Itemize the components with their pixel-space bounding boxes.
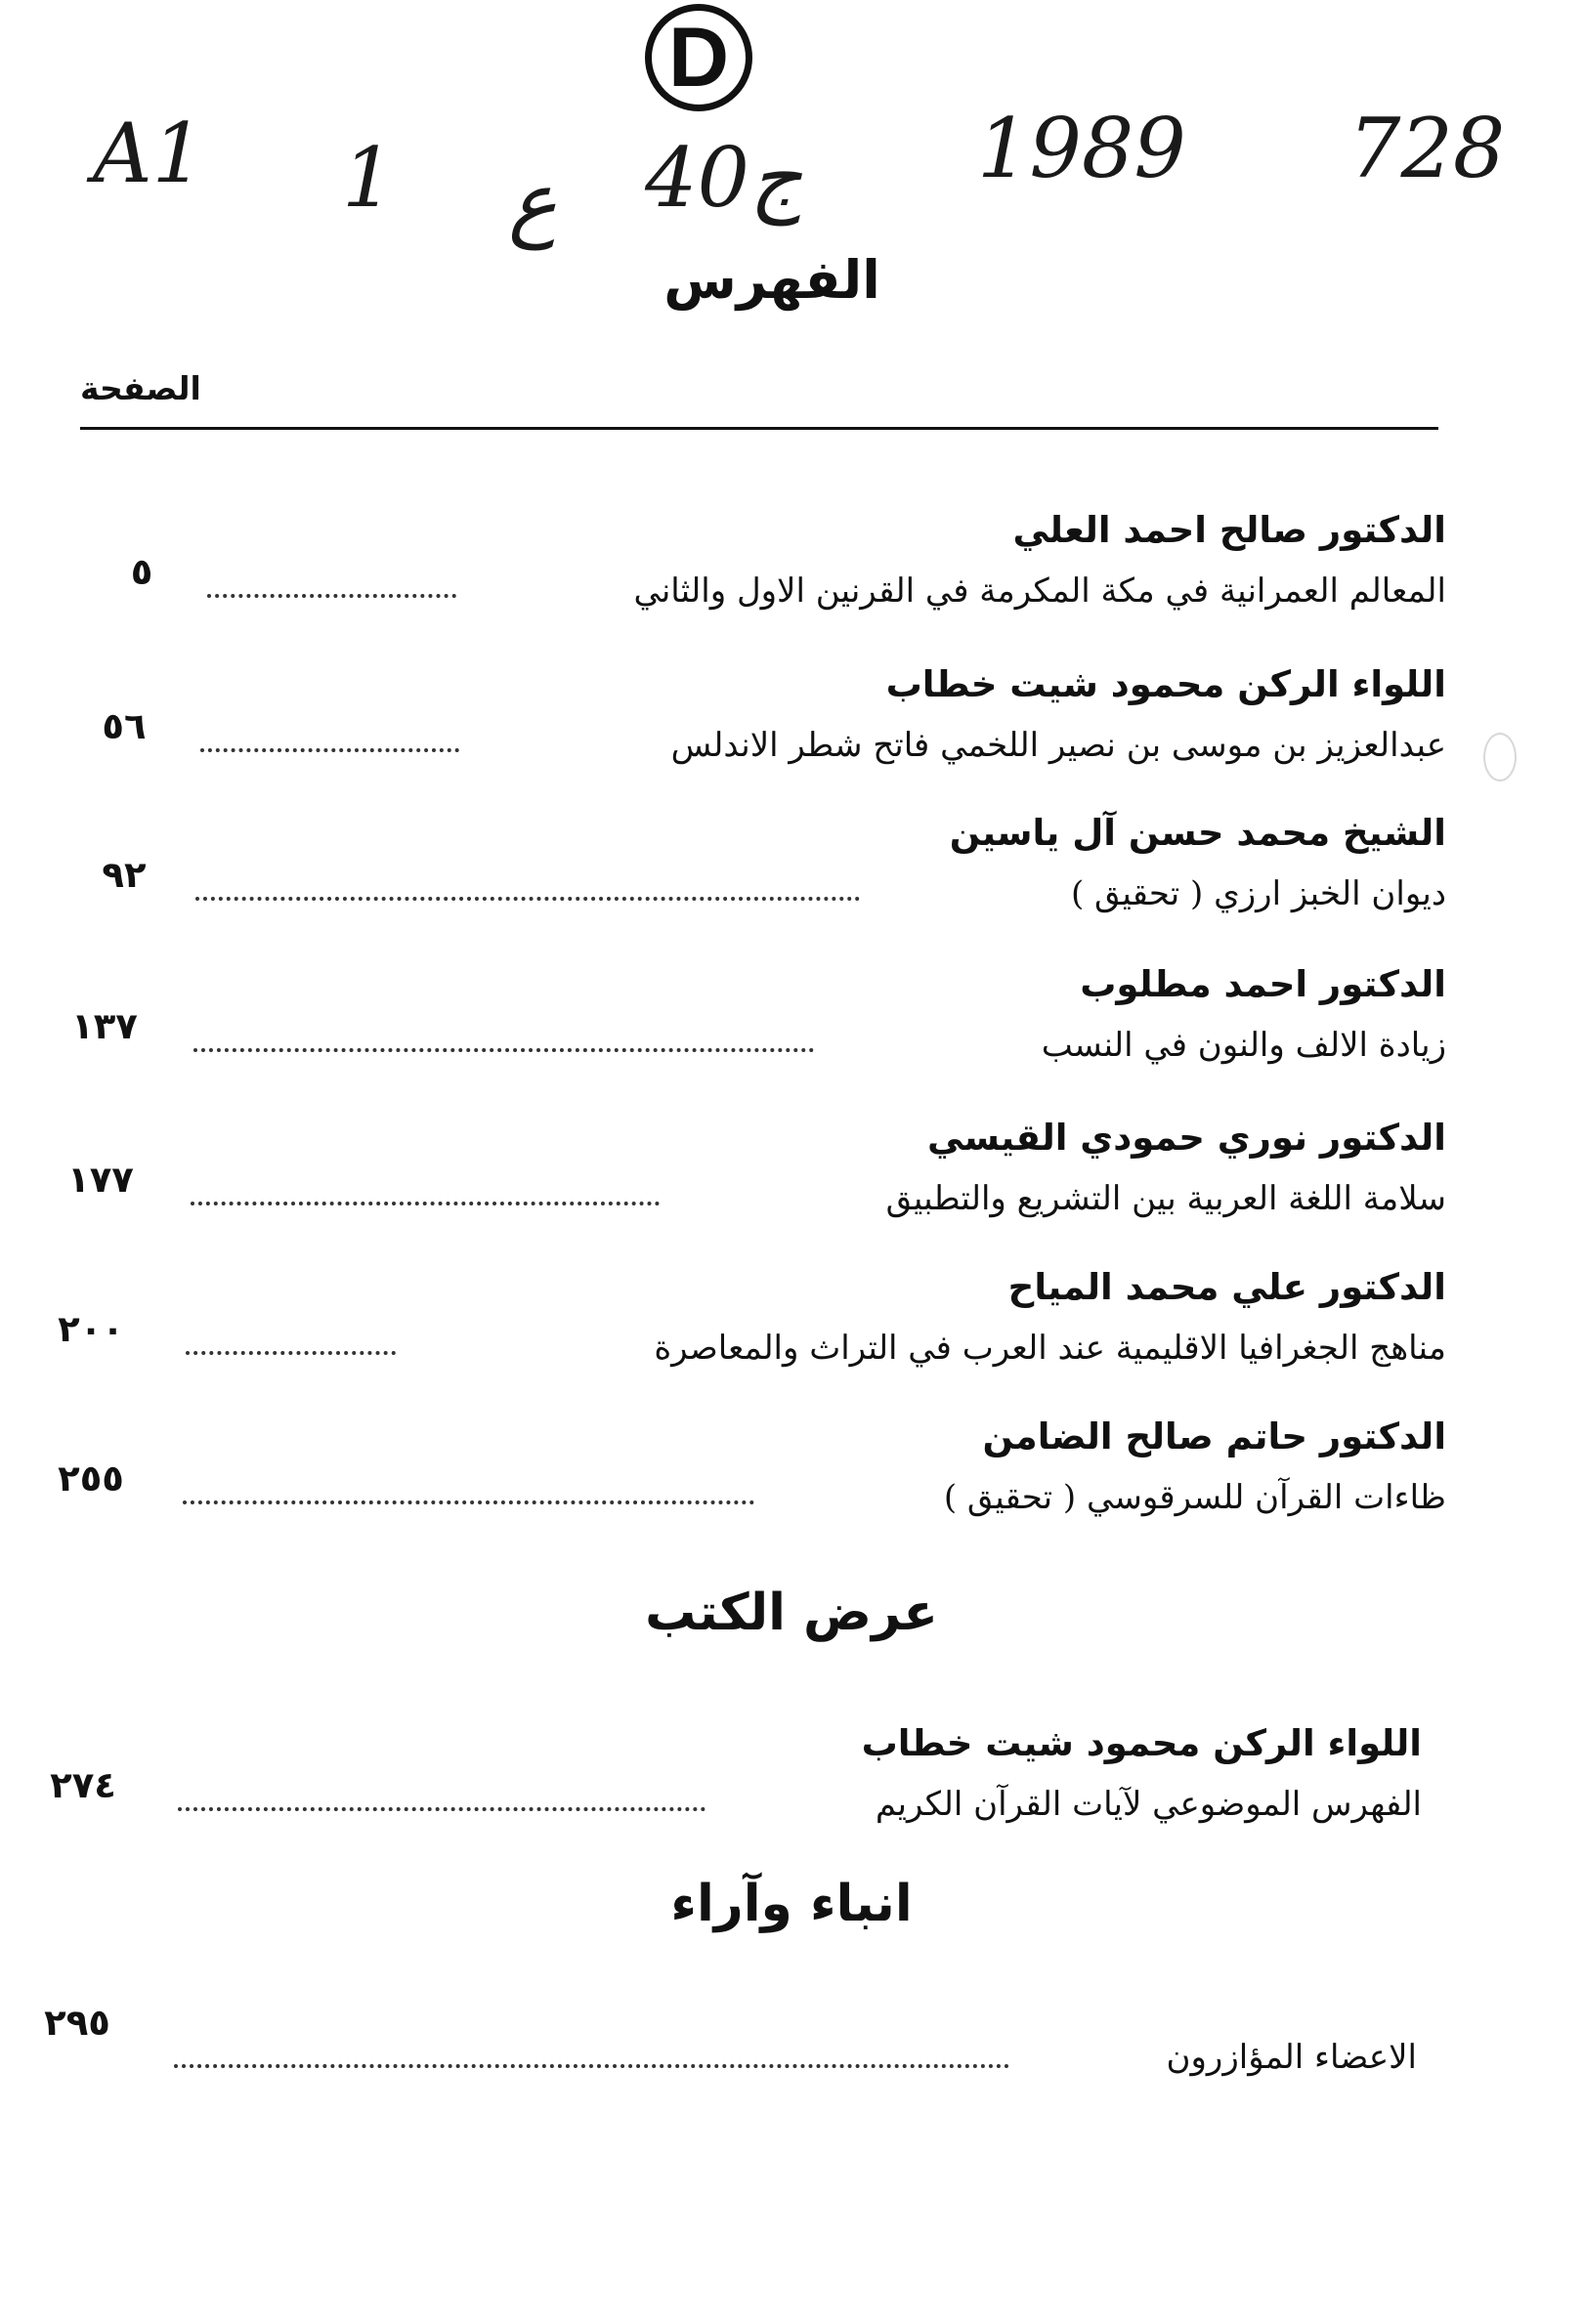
call-number-part: 1	[342, 130, 395, 226]
toc-entry	[0, 1721, 1583, 1858]
entry-topic: سلامة اللغة العربية بين التشريع والتطبيق	[885, 1179, 1446, 1218]
entry-page-number: ٩٢	[102, 854, 147, 896]
section-heading-news: انباء وآراء	[670, 1875, 913, 1933]
entry-topic: مناهج الجغرافيا الاقليمية عند العرب في التراث والمعاصرة	[654, 1329, 1446, 1368]
section-heading-book-review: عرض الكتب	[645, 1584, 938, 1642]
entry-topic: المعالم العمرانية في مكة المكرمة في القرنين الاول والثاني	[633, 571, 1446, 611]
entry-author: الدكتور نوري حمودي القيسي	[927, 1117, 1446, 1159]
dot-leader	[200, 748, 459, 752]
dot-leader	[207, 594, 456, 598]
entry-page-number: ١٧٧	[67, 1159, 134, 1201]
call-number-part: 40ج	[645, 130, 803, 226]
stamp-letter: D	[667, 11, 730, 105]
header-divider	[80, 427, 1438, 430]
paper-mark	[1483, 733, 1517, 782]
toc-entry	[0, 508, 1583, 645]
entry-topic: الاعضاء المؤازرون	[1166, 2038, 1417, 2077]
entry-author: اللواء الركن محمود شيت خطاب	[885, 663, 1446, 705]
entry-page-number: ٢٥٥	[58, 1458, 124, 1500]
library-stamp	[645, 4, 752, 111]
toc-entry	[0, 1265, 1583, 1402]
call-number-year: 1989	[977, 101, 1186, 196]
toc-entry	[0, 1116, 1583, 1252]
toc-entry	[0, 962, 1583, 1099]
dot-leader	[191, 1202, 660, 1205]
entry-page-number: ٢٩٥	[44, 2002, 110, 2044]
entry-page-number: ٢٧٤	[50, 1764, 116, 1806]
dot-leader	[186, 1351, 396, 1355]
entry-author: الدكتور علي محمد المياح	[1007, 1266, 1446, 1308]
toc-entry	[0, 1415, 1583, 1551]
entry-page-number: ٥٦	[102, 705, 147, 747]
entry-page-number: ٢٠٠	[58, 1308, 124, 1350]
page-column-label: الصفحة	[80, 369, 201, 407]
entry-topic: ديوان الخبز ارزي ( تحقيق )	[1070, 874, 1446, 913]
entry-page-number: ٥	[130, 551, 153, 593]
entry-page-number: ١٣٧	[71, 1005, 138, 1047]
dot-leader	[178, 1807, 706, 1811]
dot-leader	[193, 1048, 814, 1052]
dot-leader	[183, 1500, 754, 1504]
page-title: الفهرس	[663, 249, 880, 311]
entry-topic: ظاءات القرآن للسرقوسي ( تحقيق )	[943, 1478, 1446, 1517]
call-number-part: 728	[1348, 101, 1506, 196]
call-number-part: ع	[508, 154, 558, 250]
toc-entry	[0, 811, 1583, 948]
call-number-part: A1	[93, 106, 205, 201]
entry-author: الدكتور احمد مطلوب	[1080, 963, 1446, 1005]
entry-author: الدكتور صالح احمد العلي	[1012, 509, 1446, 551]
entry-author: الشيخ محمد حسن آل ياسين	[949, 812, 1446, 854]
dot-leader	[195, 897, 860, 901]
toc-entry	[0, 662, 1583, 799]
entry-topic: الفهرس الموضوعي لآيات القرآن الكريم	[875, 1785, 1422, 1824]
entry-author: الدكتور حاتم صالح الضامن	[982, 1416, 1446, 1458]
entry-author: اللواء الركن محمود شيت خطاب	[861, 1722, 1422, 1764]
toc-entry	[0, 1988, 1583, 2125]
entry-topic: زيادة الالف والنون في النسب	[1041, 1026, 1446, 1065]
entry-topic: عبدالعزيز بن موسى بن نصير اللخمي فاتح شطر الاندلس	[670, 726, 1446, 765]
dot-leader	[174, 2064, 1009, 2068]
